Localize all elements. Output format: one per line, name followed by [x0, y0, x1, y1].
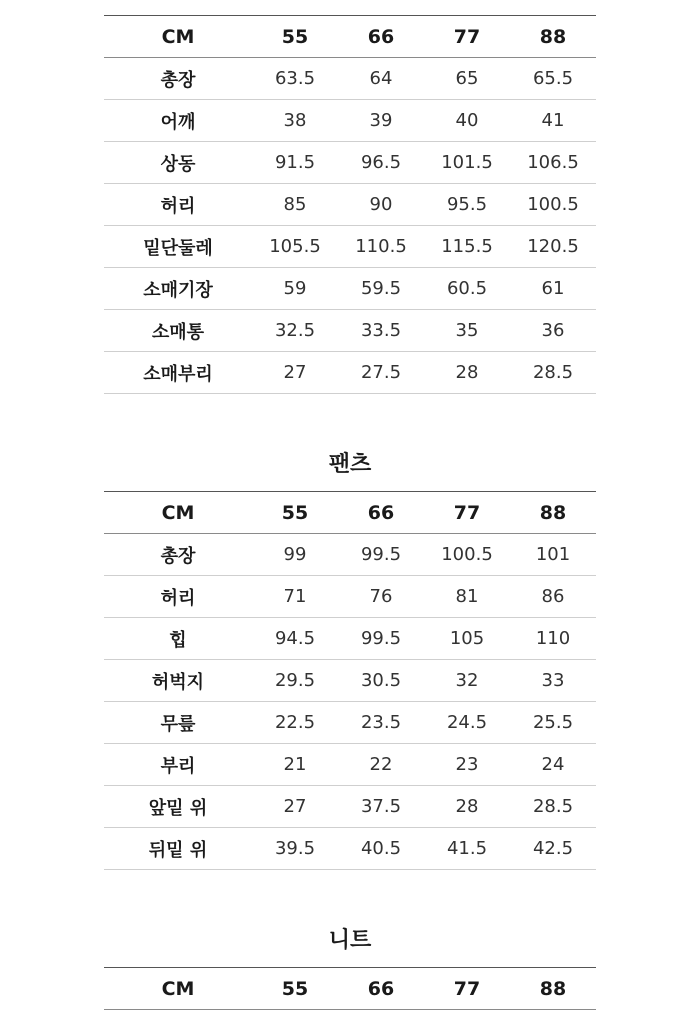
row-label: 무릎 — [104, 702, 252, 744]
table-row — [104, 786, 596, 828]
cell-value: 105.5 — [252, 226, 338, 268]
cell-value: 32 — [424, 660, 510, 702]
cell-value: 90 — [338, 184, 424, 226]
cell-value: 101 — [510, 534, 596, 576]
cell-value: 99.5 — [338, 618, 424, 660]
section-title-pants: 팬츠 — [328, 452, 372, 477]
cell-value: 32.5 — [252, 310, 338, 352]
size-header: 88 — [510, 968, 596, 1010]
cell-value: 37.5 — [338, 786, 424, 828]
table-header-row — [104, 16, 596, 58]
unit-header: CM — [104, 492, 252, 534]
cell-value: 22 — [338, 744, 424, 786]
cell-value: 38 — [252, 100, 338, 142]
table-row — [104, 100, 596, 142]
row-label: 밑단둘레 — [104, 226, 252, 268]
section-title-knit: 니트 — [328, 928, 372, 953]
table-header-row — [104, 968, 596, 1010]
table-row — [104, 184, 596, 226]
cell-value: 110.5 — [338, 226, 424, 268]
cell-value: 35 — [424, 310, 510, 352]
size-header: 66 — [338, 492, 424, 534]
table-row — [104, 142, 596, 184]
cell-value: 40.5 — [338, 828, 424, 870]
size-header: 55 — [252, 968, 338, 1010]
size-header: 66 — [338, 968, 424, 1010]
row-label: 허리 — [104, 184, 252, 226]
cell-value: 61 — [510, 268, 596, 310]
cell-value: 110 — [510, 618, 596, 660]
cell-value: 96.5 — [338, 142, 424, 184]
cell-value: 64 — [338, 58, 424, 100]
table-row — [104, 58, 596, 100]
table-row — [104, 618, 596, 660]
cell-value: 42.5 — [510, 828, 596, 870]
size-header: 77 — [424, 492, 510, 534]
row-label: 총장 — [104, 58, 252, 100]
size-header: 55 — [252, 16, 338, 58]
table-row — [104, 576, 596, 618]
cell-value: 39 — [338, 100, 424, 142]
cell-value: 71 — [252, 576, 338, 618]
cell-value: 94.5 — [252, 618, 338, 660]
cell-value: 63.5 — [252, 58, 338, 100]
cell-value: 27 — [252, 786, 338, 828]
table-row — [104, 310, 596, 352]
table-header-row — [104, 492, 596, 534]
row-label: 상동 — [104, 142, 252, 184]
table-row — [104, 744, 596, 786]
cell-value: 105 — [424, 618, 510, 660]
cell-value: 100.5 — [510, 184, 596, 226]
size-header: 55 — [252, 492, 338, 534]
cell-value: 100.5 — [424, 534, 510, 576]
cell-value: 120.5 — [510, 226, 596, 268]
cell-value: 41.5 — [424, 828, 510, 870]
row-label: 소매통 — [104, 310, 252, 352]
cell-value: 40 — [424, 100, 510, 142]
cell-value: 65.5 — [510, 58, 596, 100]
row-label: 부리 — [104, 744, 252, 786]
cell-value: 29.5 — [252, 660, 338, 702]
cell-value: 33.5 — [338, 310, 424, 352]
size-table-top — [104, 16, 596, 394]
unit-header: CM — [104, 968, 252, 1010]
cell-value: 36 — [510, 310, 596, 352]
table-row — [104, 226, 596, 268]
cell-value: 27.5 — [338, 352, 424, 394]
size-header: 77 — [424, 16, 510, 58]
cell-value: 86 — [510, 576, 596, 618]
cell-value: 28.5 — [510, 786, 596, 828]
size-table-pants — [104, 492, 596, 870]
cell-value: 24 — [510, 744, 596, 786]
cell-value: 25.5 — [510, 702, 596, 744]
table-row — [104, 352, 596, 394]
row-label: 앞밑 위 — [104, 786, 252, 828]
table-row — [104, 828, 596, 870]
size-table-knit — [104, 968, 596, 1010]
unit-header: CM — [104, 16, 252, 58]
cell-value: 59 — [252, 268, 338, 310]
cell-value: 85 — [252, 184, 338, 226]
row-label: 소매기장 — [104, 268, 252, 310]
cell-value: 24.5 — [424, 702, 510, 744]
cell-value: 22.5 — [252, 702, 338, 744]
cell-value: 39.5 — [252, 828, 338, 870]
cell-value: 33 — [510, 660, 596, 702]
size-header: 77 — [424, 968, 510, 1010]
cell-value: 28 — [424, 786, 510, 828]
table-row — [104, 268, 596, 310]
cell-value: 76 — [338, 576, 424, 618]
cell-value: 95.5 — [424, 184, 510, 226]
cell-value: 41 — [510, 100, 596, 142]
cell-value: 23 — [424, 744, 510, 786]
cell-value: 30.5 — [338, 660, 424, 702]
cell-value: 101.5 — [424, 142, 510, 184]
cell-value: 21 — [252, 744, 338, 786]
size-header: 88 — [510, 16, 596, 58]
cell-value: 59.5 — [338, 268, 424, 310]
cell-value: 60.5 — [424, 268, 510, 310]
cell-value: 99.5 — [338, 534, 424, 576]
cell-value: 27 — [252, 352, 338, 394]
row-label: 힙 — [104, 618, 252, 660]
cell-value: 65 — [424, 58, 510, 100]
cell-value: 91.5 — [252, 142, 338, 184]
table-row — [104, 660, 596, 702]
table-row — [104, 534, 596, 576]
cell-value: 28 — [424, 352, 510, 394]
row-label: 소매부리 — [104, 352, 252, 394]
size-header: 88 — [510, 492, 596, 534]
cell-value: 81 — [424, 576, 510, 618]
row-label: 허리 — [104, 576, 252, 618]
cell-value: 23.5 — [338, 702, 424, 744]
row-label: 뒤밑 위 — [104, 828, 252, 870]
row-label: 총장 — [104, 534, 252, 576]
cell-value: 106.5 — [510, 142, 596, 184]
row-label: 어깨 — [104, 100, 252, 142]
cell-value: 115.5 — [424, 226, 510, 268]
cell-value: 99 — [252, 534, 338, 576]
table-row — [104, 702, 596, 744]
cell-value: 28.5 — [510, 352, 596, 394]
size-header: 66 — [338, 16, 424, 58]
row-label: 허벅지 — [104, 660, 252, 702]
